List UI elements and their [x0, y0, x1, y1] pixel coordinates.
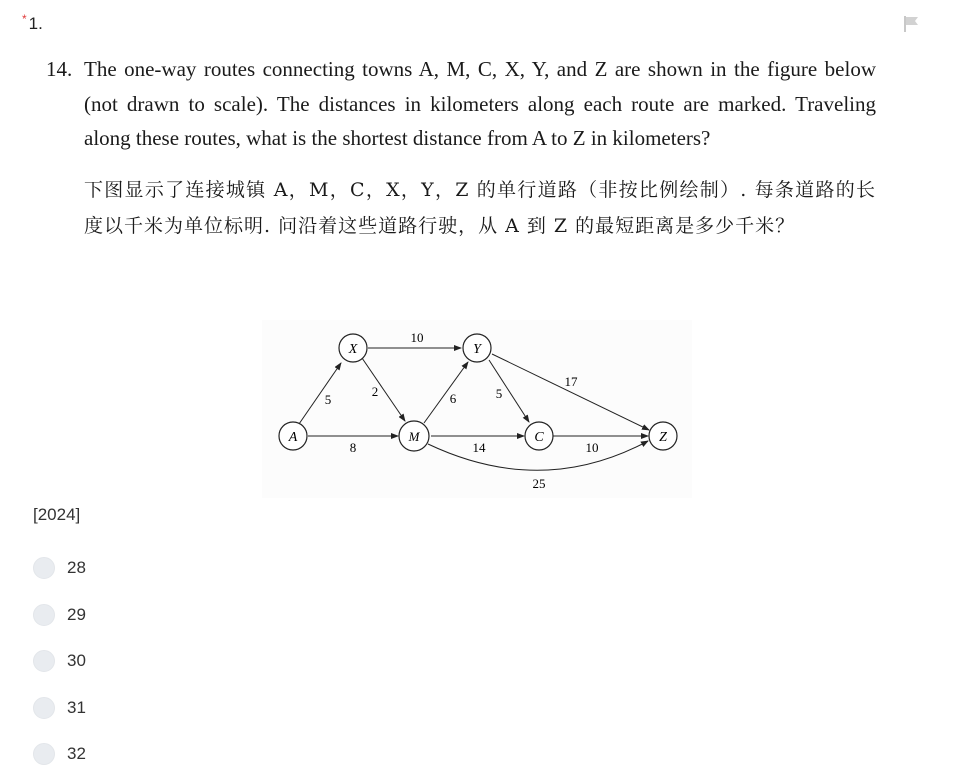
- label-a-m: 8: [349, 440, 357, 455]
- svg-text:X: X: [348, 342, 358, 357]
- radio-button[interactable]: [33, 650, 55, 672]
- edge-a-x: [299, 363, 341, 424]
- label-m-c: 14: [472, 440, 486, 455]
- problem-statement: [46, 52, 876, 244]
- flag-icon[interactable]: [902, 14, 922, 34]
- option-28[interactable]: [33, 545, 86, 592]
- option-30[interactable]: [33, 638, 86, 685]
- label-m-y: 6: [449, 391, 457, 406]
- option-label: 28: [67, 558, 86, 578]
- node-x: [339, 334, 367, 362]
- option-32[interactable]: [33, 731, 86, 778]
- svg-text:A: A: [288, 430, 298, 445]
- node-z: [649, 422, 677, 450]
- label-a-x: 5: [324, 392, 332, 407]
- node-a: [279, 422, 307, 450]
- problem-text-chinese: 下图显示了连接城镇 A，M，C，X，Y，Z 的单行道路（非按比例绘制）. 每条道路的长度以千米为单位标明. 问沿着这些道路行驶，从 A 到 Z 的最短距离是多少千米？: [84, 178, 876, 237]
- edge-x-m: [362, 358, 405, 421]
- problem-text-english: The one-way routes connecting towns A, M, C, X, Y, and Z are shown in the figure below (not drawn to scale). The distances in kilometers along each route are marked. Traveling along these routes, what is the shortest distance from A to Z in kilometers?: [84, 57, 876, 150]
- required-marker: *: [22, 12, 27, 26]
- label-y-c: 5: [495, 386, 503, 401]
- svg-text:C: C: [534, 430, 544, 445]
- label-m-z: 25: [532, 476, 546, 491]
- radio-button[interactable]: [33, 557, 55, 579]
- node-c: [525, 422, 553, 450]
- svg-text:Z: Z: [659, 430, 667, 445]
- svg-text:M: M: [408, 429, 420, 444]
- option-31[interactable]: [33, 685, 86, 732]
- problem-number: 14.: [46, 57, 73, 81]
- svg-text:Y: Y: [473, 342, 481, 357]
- route-diagram: [262, 320, 692, 498]
- option-label: 31: [67, 697, 86, 717]
- year-tag: [2024]: [33, 505, 81, 524]
- label-y-z: 17: [564, 374, 578, 389]
- radio-button[interactable]: [33, 743, 55, 765]
- question-number-text: 1.: [28, 14, 43, 33]
- question-number: [22, 14, 43, 34]
- label-c-z: 10: [585, 440, 599, 455]
- radio-button[interactable]: [33, 697, 55, 719]
- edge-m-y: [424, 362, 468, 423]
- answer-options: [33, 545, 86, 778]
- node-m: [399, 421, 429, 451]
- radio-button[interactable]: [33, 604, 55, 626]
- label-x-y: 10: [410, 330, 424, 345]
- option-29[interactable]: [33, 592, 86, 639]
- option-label: 30: [67, 651, 86, 671]
- option-label: 29: [67, 604, 86, 624]
- option-label: 32: [67, 744, 86, 764]
- node-y: [463, 334, 491, 362]
- edge-y-z: [492, 354, 649, 430]
- label-x-m: 2: [371, 384, 379, 399]
